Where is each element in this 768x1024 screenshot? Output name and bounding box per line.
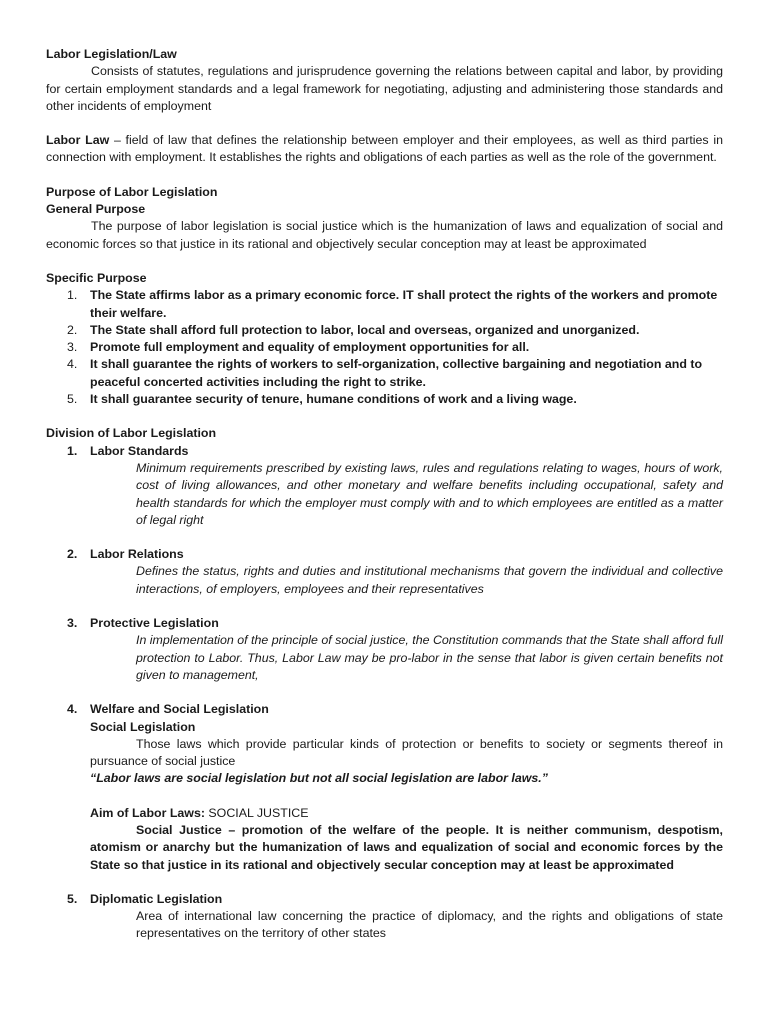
social-legislation-text: Those laws which provide particular kinds of protection or benefits to society or segments thereof in pursuance of social justice	[90, 736, 723, 769]
list-text: Promote full employment and equality of employment opportunities for all.	[90, 340, 530, 355]
division-heading: Division of Labor Legislation	[46, 426, 217, 441]
division-item-text: Minimum requirements prescribed by existing laws, rules and regulations relating to wages, hours of work, cost of living allowances, and other monetary and welfare benefits including occupational, safety and health standards for which the employer must comply with and to which employees are entitled as a matter of legal right	[136, 460, 723, 527]
division-item-labor-standards	[46, 443, 723, 460]
list-item	[46, 356, 723, 391]
list-number: 1.	[67, 288, 78, 303]
general-purpose-heading: General Purpose	[46, 202, 146, 217]
purpose-heading: Purpose of Labor Legislation	[46, 184, 218, 199]
list-number: 2.	[67, 322, 78, 337]
social-legislation-quote: “Labor laws are social legislation but not all social legislation are labor laws.”	[90, 771, 548, 786]
labor-law-term: Labor Law	[46, 133, 110, 148]
general-purpose-text: The purpose of labor legislation is social justice which is the humanization of laws and equalization of social and economic forces so that justice in its rational and objectively secular conception may at least be approximated	[46, 219, 723, 251]
list-number: 3.	[67, 616, 78, 631]
labor-law-paragraph	[46, 132, 723, 167]
list-number: 2.	[67, 547, 78, 562]
division-item-title: Welfare and Social Legislation	[90, 702, 269, 717]
social-legislation-heading: Social Legislation	[90, 719, 196, 734]
division-item-title: Labor Standards	[90, 443, 189, 458]
division-item-diplomatic-legislation	[46, 891, 723, 908]
division-item-title: Labor Relations	[90, 547, 184, 562]
division-item-protective-legislation	[46, 615, 723, 632]
list-number: 4.	[67, 357, 78, 372]
division-item-labor-relations	[46, 546, 723, 563]
specific-purpose-list	[46, 287, 723, 408]
list-item	[46, 391, 723, 408]
list-number: 1.	[67, 443, 78, 458]
definition-paragraph: Consists of statutes, regulations and jurisprudence governing the relations between capital and labor, by providing for certain employment standards and a legal framework for negotiating, adjusting and administering those standards and other incidents of employment	[46, 64, 723, 113]
division-item-title: Protective Legislation	[90, 616, 219, 631]
list-text: The State affirms labor as a primary economic force. IT shall protect the rights of the workers and promote their welfare.	[90, 288, 718, 320]
list-number: 5.	[67, 392, 78, 407]
list-number: 5.	[67, 891, 78, 906]
division-item-text: Defines the status, rights and duties and institutional mechanisms that govern the individual and collective interactions, of employers, employees and their representatives	[136, 564, 723, 596]
list-item	[46, 287, 723, 322]
division-item-text: Area of international law concerning the practice of diplomacy, and the rights and obligations of state representatives on the territory of other states	[136, 909, 723, 941]
aim-value: SOCIAL JUSTICE	[204, 805, 309, 820]
list-text: The State shall afford full protection to labor, local and overseas, organized and unorganized.	[90, 322, 640, 337]
list-number: 4.	[67, 702, 78, 717]
specific-purpose-heading: Specific Purpose	[46, 270, 147, 285]
document-title: Labor Legislation/Law	[46, 47, 177, 61]
list-item	[46, 339, 723, 356]
list-text: It shall guarantee the rights of workers to self-organization, collective bargaining and negotiation and to peaceful concerted activities including the right to strike.	[90, 357, 703, 389]
social-justice-text: Social Justice – promotion of the welfare of the people. It is neither communism, despotism, atomism or anarchy but the humanization of laws and equalization of social and economic forces by the State so that justice in its rational and objectively secular conception may at least be approximated	[90, 822, 723, 872]
division-item-title: Diplomatic Legislation	[90, 891, 223, 906]
list-text: It shall guarantee security of tenure, humane conditions of work and a living wage.	[90, 392, 577, 407]
labor-law-text: – field of law that defines the relationship between employer and their employees, as well as third parties in connection with employment. It establishes the rights and obligations of each parties as well as the role of the government.	[46, 133, 723, 165]
list-item	[46, 322, 723, 339]
division-item-welfare-social	[46, 701, 723, 718]
aim-of-labor-laws	[46, 805, 723, 822]
division-item-text: In implementation of the principle of social justice, the Constitution commands that the State shall afford full protection to Labor. Thus, Labor Law may be pro-labor in the sense that labor is given certain benefits not given to management,	[136, 633, 723, 682]
list-number: 3.	[67, 340, 78, 355]
aim-label: Aim of Labor Laws:	[90, 805, 205, 820]
